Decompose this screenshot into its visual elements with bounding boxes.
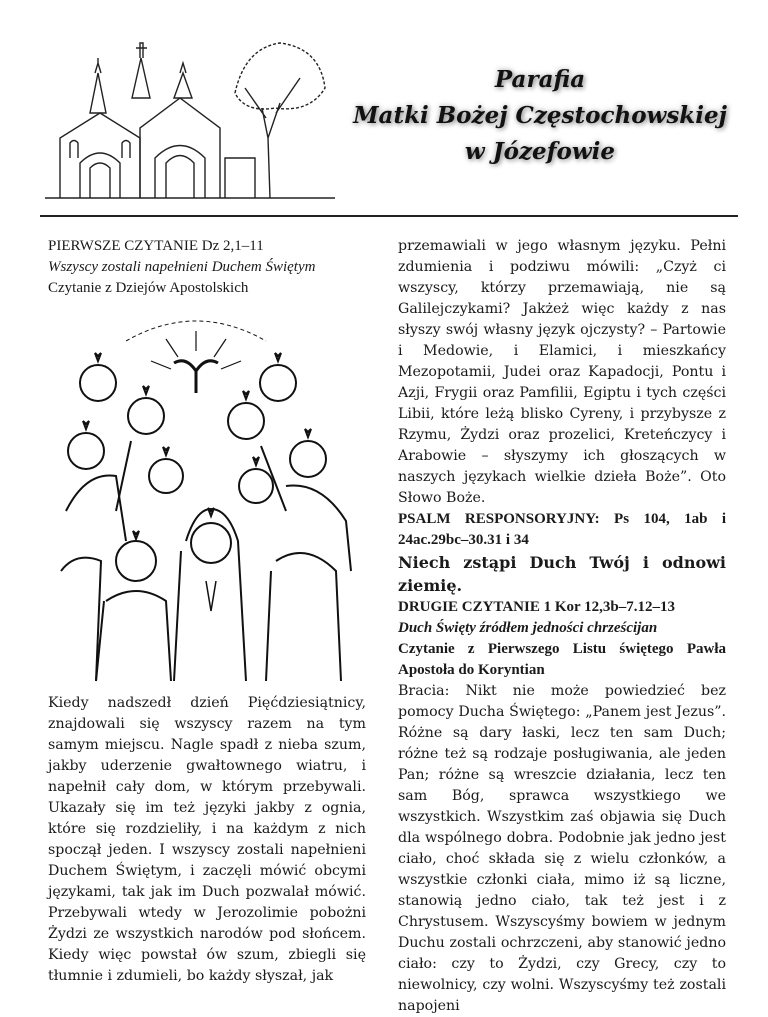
reading1-heading: PIERWSZE CZYTANIE Dz 2,1–11	[48, 238, 264, 254]
reading2-subtitle: Duch Święty źródłem jedności chrześcijan	[398, 620, 658, 636]
right-column	[398, 236, 726, 1017]
reading2-heading: DRUGIE CZYTANIE 1 Kor 12,3b–7.12–13	[398, 599, 675, 615]
psalm-heading: PSALM RESPONSORYJNY: Ps 104, 1ab i 24ac.29bc–30.31 i 34	[398, 511, 726, 548]
title-line-3: w Józefowie	[464, 138, 616, 165]
title-line-1: Parafia	[494, 66, 586, 93]
psalm-refrain: Niech zstąpi Duch Twój i odnowi ziemię.	[398, 553, 726, 595]
title-line-2: Matki Bożej Częstochowskiej	[353, 102, 727, 129]
reading2-text: Bracia: Nikt nie może powiedzieć bez pomocy Ducha Świętego: „Panem jest Jezus”. Różne są dary łaski, lecz ten sam Duch; różne też są rodzaje posługiwania, ale jeden Pan; różne są wreszcie działania, lecz ten sam Bóg, sprawca wszystkiego we wszystkich. Wszystkim zaś objawia się Duch dla wspólnego dobra. Podobnie jak jedno jest ciało, choć składa się z wielu członków, a wszystkie członki ciała, mimo iż są liczne, stanowią jedno ciało, tak też jest i z Chrystusem. Wszyscyśmy bowiem w jednym Duchu zostali ochrzczeni, aby stanowić jedno ciało: czy to Żydzi, czy Grecy, czy to niewolnicy, czy wolni. Wszyscyśmy też zostali napojeni	[398, 683, 726, 1014]
church-drawing	[40, 18, 340, 200]
header-divider	[40, 215, 738, 217]
pentecost-illustration	[46, 311, 364, 687]
reading1-text-part1: Kiedy nadszedł dzień Pięćdziesiątnicy, znajdowali się wszyscy razem na tym samym miejscu. Nagle spadł z nieba szum, jakby uderzenie gwałtownego wiatru, i napełnił cały dom, w którym przebywali. Ukazały się im też języki jakby z ognia, które się rozdzieliły, i na każdym z nich spoczął jeden. I wszyscy zostali napełnieni Duchem Świętym, i zaczęli mówić obcymi językami, tak jak im Duch pozwalał mówić. Przebywali wtedy w Jerozolimie pobożni Żydzi ze wszystkich narodów pod słońcem. Kiedy więc powstał ów szum, zbiegli się tłumnie i zdumieli, bo każdy słyszał, jak	[48, 695, 366, 984]
reading1-text-part2: przemawiali w jego własnym języku. Pełni zdumienia i podziwu mówili: „Czyż ci wszyscy, którzy przemawiają, nie są Galilejczykami? Jakżeż więc każdy z nas słyszy swój własny język ojczysty? – Partowie i Medowie, i Elamici, i mieszkańcy Mezopotamii, Judei oraz Kapadocji, Pontu i Azji, Frygii oraz Pamfilii, Egiptu i tych części Libii, które leżą blisko Cyreny, i przybysze z Rzymu, Żydzi oraz prozelici, Kreteńczycy i Arabowie – słyszymy ich głoszących w naszych językach wielkie dzieła Boże”. Oto Słowo Boże.	[398, 238, 726, 506]
reading1-subtitle: Wszyscy zostali napełnieni Duchem Świętym	[48, 259, 316, 275]
parish-title	[330, 62, 750, 170]
reading2-source: Czytanie z Pierwszego Listu świętego Pawła Apostoła do Koryntian	[398, 641, 726, 678]
reading1-source: Czytanie z Dziejów Apostolskich	[48, 280, 249, 296]
left-column	[48, 236, 366, 987]
masthead	[0, 0, 768, 210]
